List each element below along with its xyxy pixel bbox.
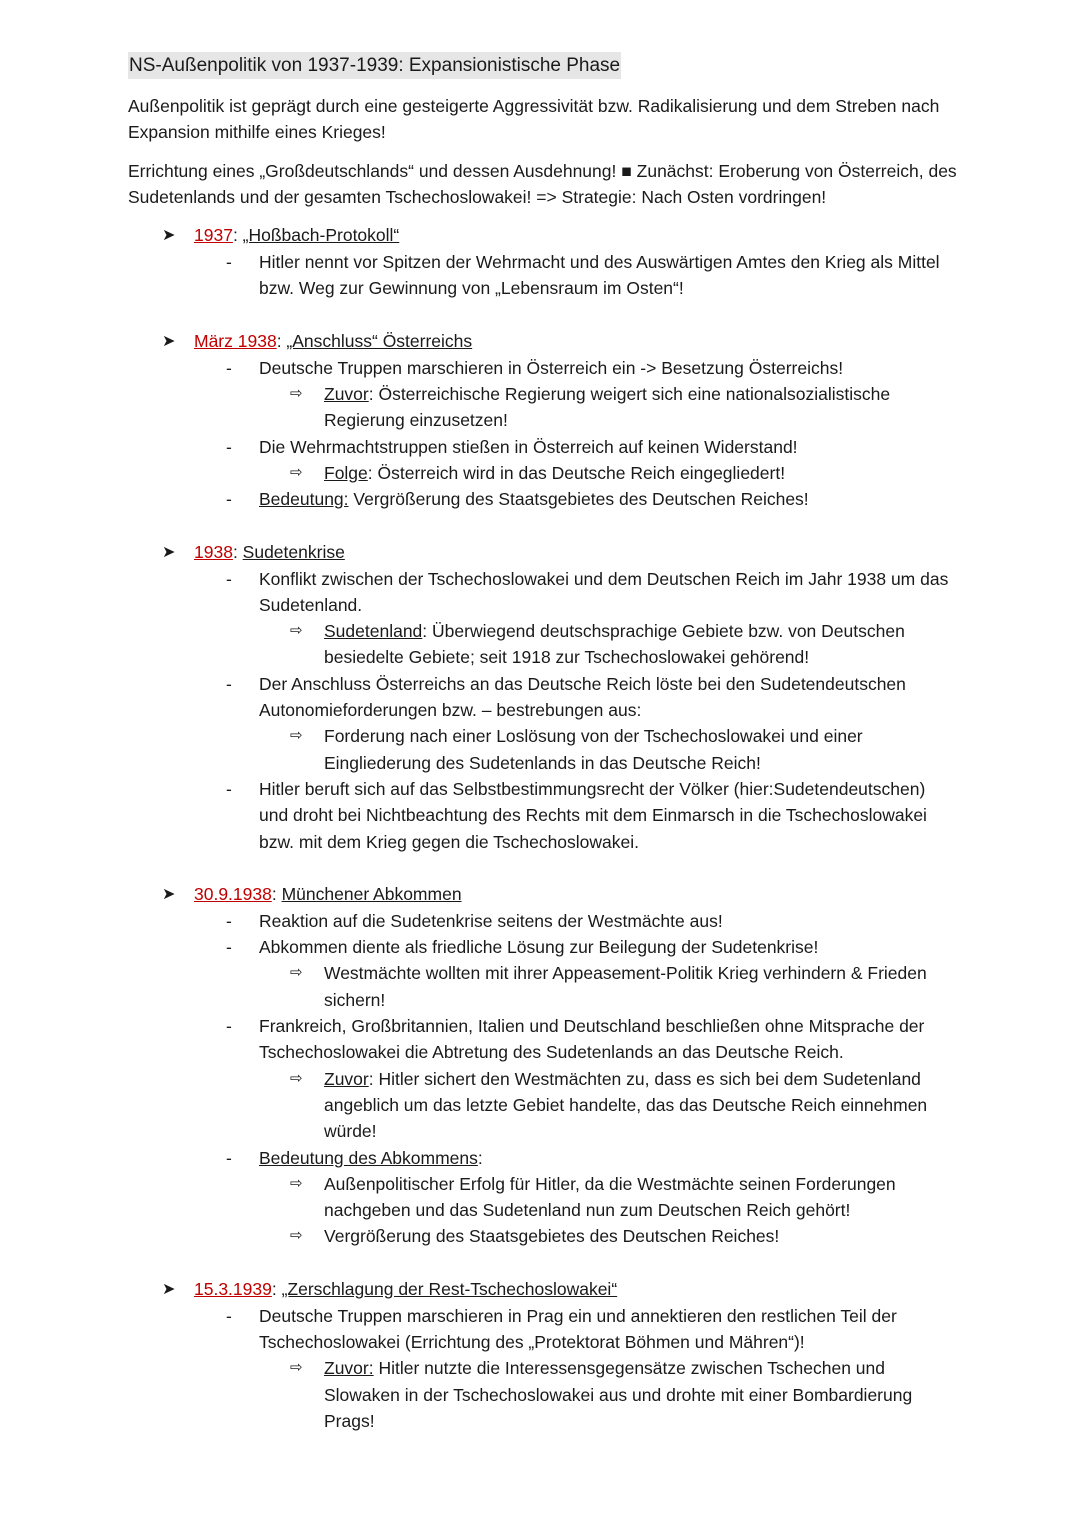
list-item: - Reaktion auf die Sudetenkrise seitens der Westmächte aus!	[226, 910, 723, 931]
list-item: - Deutsche Truppen marschieren in Prag ein und annektieren den restlichen Teil der Tschechoslowakei (Errichtung des „Protektorat Böhmen und Mähren“)!	[226, 1305, 897, 1352]
triangle-arrow-icon: ➤	[162, 227, 176, 245]
arrow-right-icon: ⇨	[290, 1174, 303, 1192]
arrow-right-icon: ⇨	[290, 1227, 303, 1245]
section-date: 1937	[194, 225, 233, 246]
list-item: - Konflikt zwischen der Tschechoslowakei und dem Deutschen Reich im Jahr 1938 um das Sudetenland.	[226, 568, 949, 615]
list-item: - Bedeutung des Abkommens:	[226, 1147, 483, 1168]
triangle-arrow-icon: ➤	[162, 543, 176, 561]
section-topic: Münchener Abkommen	[281, 883, 462, 904]
section-heading: ➤ 1937: „Hoßbach-Protokoll“	[128, 222, 958, 249]
section-topic: Sudetenkrise	[242, 541, 345, 562]
sub-item: ⇨ Vergrößerung des Staatsgebietes des Deutschen Reiches!	[128, 1223, 958, 1249]
arrow-right-icon: ⇨	[290, 1069, 303, 1087]
document-page	[128, 52, 958, 1434]
section-date: 15.3.1939	[194, 1278, 272, 1299]
section-date: 1938	[194, 541, 233, 562]
arrow-right-icon: ⇨	[290, 1359, 303, 1377]
list-item: - Hitler beruft sich auf das Selbstbestimmungsrecht der Völker (hier:Sudetendeutschen) und droht bei Nichtbeachtung des Rechts mit dem Einmarsch in die Tschechoslowakei bzw. mit dem Krieg gegen die Tschechoslowakei.	[226, 778, 927, 852]
section-heading: ➤ 1938: Sudetenkrise	[128, 539, 958, 566]
arrow-right-icon: ⇨	[290, 964, 303, 982]
list-item: - Frankreich, Großbritannien, Italien und Deutschland beschließen ohne Mitsprache der Tschechoslowakei die Abtretung des Sudetenlands an das Deutsche Reich.	[226, 1016, 925, 1063]
arrow-right-icon: ⇨	[290, 385, 303, 403]
sub-item: ⇨ Zuvor: Hitler sichert den Westmächten zu, dass es sich bei dem Sudetenland angeblich um das letzte Gebiet handelte, das das Deutsche Reich einnehmen würde!	[128, 1066, 958, 1145]
arrow-right-icon: ⇨	[290, 727, 303, 745]
sub-item: ⇨ Sudetenland: Überwiegend deutschsprachige Gebiete bzw. von Deutschen besiedelte Gebiete; seit 1918 zur Tschechoslowakei gehörend!	[128, 618, 958, 671]
section-maerz-1938	[128, 328, 958, 513]
sub-item: ⇨ Forderung nach einer Loslösung von der Tschechoslowakei und einer Eingliederung des Sudetenlands in das Deutsche Reich!	[128, 723, 958, 776]
section-1937	[128, 222, 958, 302]
triangle-arrow-icon: ➤	[162, 1280, 176, 1298]
arrow-right-icon: ⇨	[290, 622, 303, 640]
intro-paragraph-2: Errichtung eines „Großdeutschlands“ und dessen Ausdehnung! ■ Zunächst: Eroberung von Österreich, des Sudetenlands und der gesamten Tschechoslowakei! => Strategie: Nach Osten vordringen!	[128, 160, 957, 207]
sub-item: ⇨ Westmächte wollten mit ihrer Appeasement-Politik Krieg verhindern & Frieden sichern!	[128, 960, 958, 1013]
sub-item: ⇨ Außenpolitischer Erfolg für Hitler, da die Westmächte seinen Forderungen nachgeben und das Sudetenland nun zum Deutschen Reich gehört!	[128, 1171, 958, 1224]
page-title: NS-Außenpolitik von 1937-1939: Expansionistische Phase	[128, 52, 621, 79]
triangle-arrow-icon: ➤	[162, 332, 176, 350]
section-heading: ➤ 15.3.1939: „Zerschlagung der Rest-Tschechoslowakei“	[128, 1276, 958, 1303]
section-sudetenkrise	[128, 539, 958, 855]
section-topic: „Hoßbach-Protokoll“	[242, 225, 400, 246]
sub-item: ⇨ Zuvor: Hitler nutzte die Interessensgegensätze zwischen Tschechen und Slowaken in der Tschechoslowakei aus und drohte mit einer Bombardierung Prags!	[128, 1355, 958, 1434]
section-1939	[128, 1276, 958, 1434]
list-item: - Bedeutung: Vergrößerung des Staatsgebietes des Deutschen Reiches!	[226, 489, 809, 510]
intro-paragraph-1: Außenpolitik ist geprägt durch eine gesteigerte Aggressivität bzw. Radikalisierung und dem Streben nach Expansion mithilfe eines Krieges!	[128, 96, 940, 143]
section-heading: ➤ März 1938: „Anschluss“ Österreichs	[128, 328, 958, 355]
section-topic: „Zerschlagung der Rest-Tschechoslowakei“	[281, 1278, 618, 1299]
section-date: 30.9.1938	[194, 883, 272, 904]
arrow-right-icon: ⇨	[290, 463, 303, 481]
list-item: - Abkommen diente als friedliche Lösung zur Beilegung der Sudetenkrise!	[226, 937, 819, 958]
section-muenchener-abkommen	[128, 881, 958, 1250]
list-item: - Die Wehrmachtstruppen stießen in Österreich auf keinen Widerstand!	[226, 436, 798, 457]
section-topic: „Anschluss“ Österreichs	[286, 330, 473, 351]
sub-item: ⇨ Folge: Österreich wird in das Deutsche Reich eingegliedert!	[128, 460, 958, 486]
list-item: - Deutsche Truppen marschieren in Österreich ein -> Besetzung Österreichs!	[226, 357, 844, 378]
triangle-arrow-icon: ➤	[162, 885, 176, 903]
section-date: März 1938	[194, 330, 277, 351]
section-heading: ➤ 30.9.1938: Münchener Abkommen	[128, 881, 958, 908]
sub-item: ⇨ Zuvor: Österreichische Regierung weigert sich eine nationalsozialistische Regierung einzusetzen!	[128, 381, 958, 434]
list-item: - Hitler nennt vor Spitzen der Wehrmacht und des Auswärtigen Amtes den Krieg als Mittel bzw. Weg zur Gewinnung von „Lebensraum im Osten“!	[226, 252, 940, 299]
list-item: - Der Anschluss Österreichs an das Deutsche Reich löste bei den Sudetendeutschen Autonomieforderungen bzw. – bestrebungen aus:	[226, 673, 906, 721]
